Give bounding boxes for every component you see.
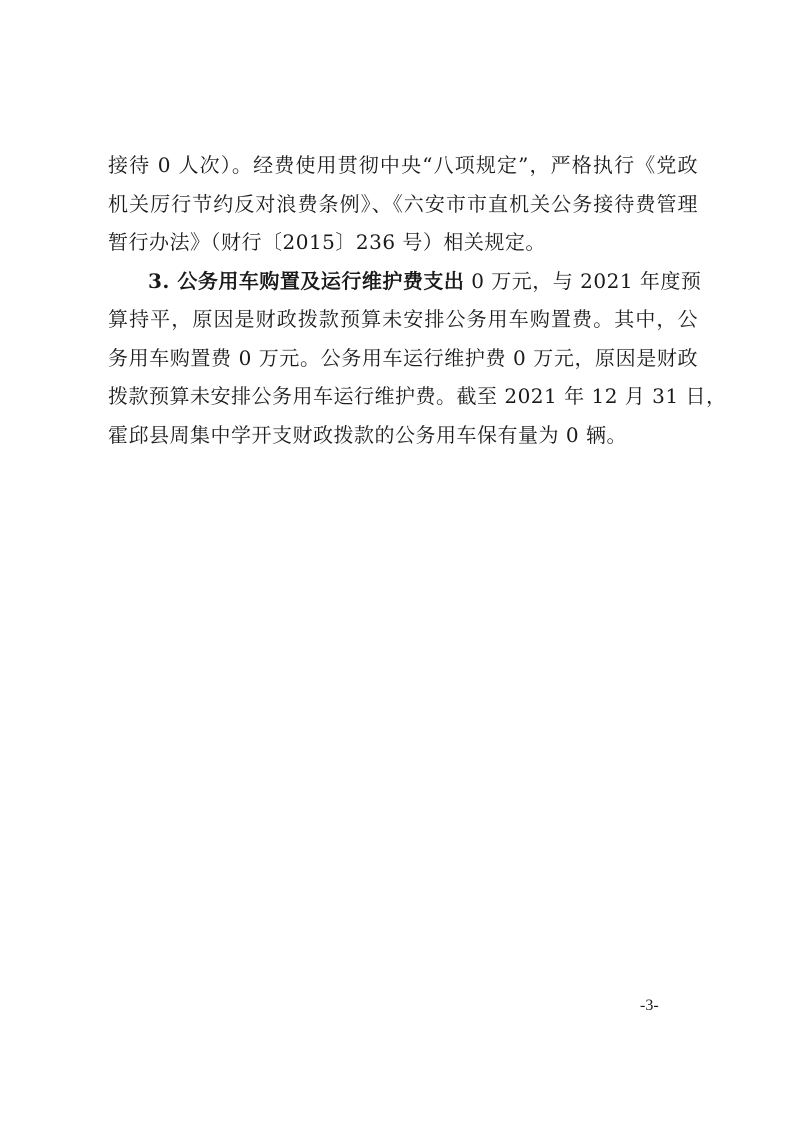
paragraph-line: 霍邱县周集中学开支财政拨款的公务用车保有量为 0 辆。 bbox=[108, 422, 627, 447]
page-number: -3- bbox=[640, 997, 659, 1014]
section-heading-continuation: 0 万元，与 2021 年度预 bbox=[464, 268, 702, 293]
section-heading: 3. 公务用车购置及运行维护费支出 bbox=[148, 268, 465, 293]
paragraph-line: 拨款预算未安排公务用车运行维护费。截至 2021 年 12 月 31 日， bbox=[108, 384, 727, 408]
section-heading-line bbox=[108, 262, 702, 301]
body-text bbox=[108, 146, 727, 454]
paragraph-line: 接待 0 人次）。经费使用贯彻中央“八项规定”，严格执行《党政 bbox=[108, 153, 698, 177]
paragraph-line: 机关厉行节约反对浪费条例》、《六安市市直机关公务接待费管理 bbox=[108, 191, 698, 216]
paragraph-line: 务用车购置费 0 万元。公务用车运行维护费 0 万元，原因是财政 bbox=[108, 345, 698, 370]
paragraph-line: 算持平，原因是财政拨款预算未安排公务用车购置费。其中，公 bbox=[108, 307, 698, 331]
paragraph-line: 暂行办法》（财行〔2015〕236 号）相关规定。 bbox=[108, 230, 546, 254]
